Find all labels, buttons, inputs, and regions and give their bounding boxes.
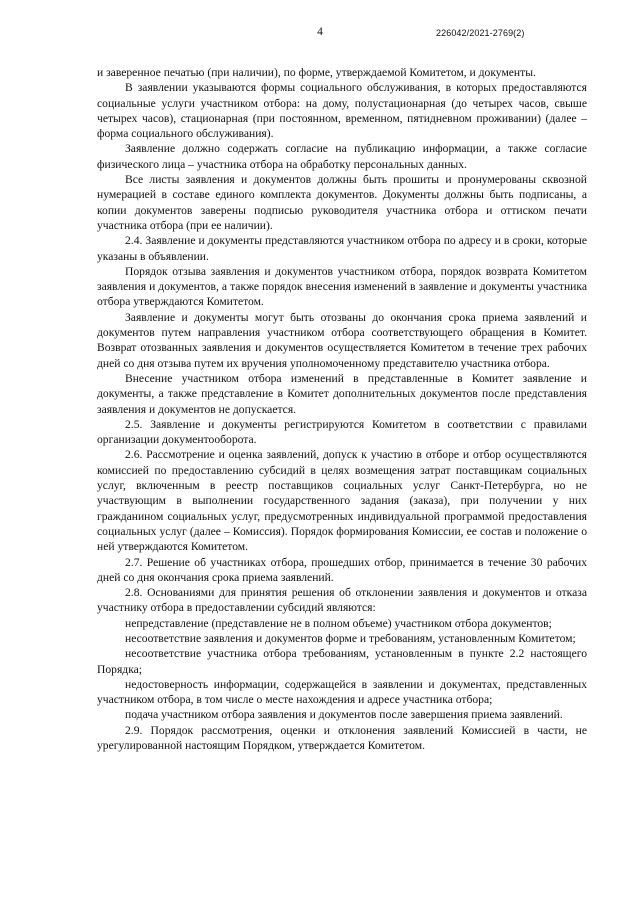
list-item: подача участником отбора заявления и документов после завершения приема заявлений. [125,708,563,722]
list-item: недостоверность информации, содержащейся в заявлении и документах, представленных участником отбора, в том числе о месте нахождения и адресе участника отбора; [97,677,587,707]
paragraph: Все листы заявления и документов должны быть прошиты и пронумерованы сквозной нумерацией в составе единого комплекта документов. Документы должны быть подписаны, а копии документов заверены подписью руководителя участника отбора и оттиском печати участника отбора (при ее наличии). [97,173,587,232]
paragraph: В заявлении указываются формы социального обслуживания, в которых предоставляются социальные услуги участником отбора: на дому, полустационарная (до четырех часов, свыше четырех часов), стационарная (при постоянном, временном, пятидневном проживании) (далее – форма социального обслуживания). [97,81,587,141]
paragraph: Заявление и документы могут быть отозваны до окончания срока приема заявлений и документов путем направления участником отбора соответствующего обращения в Комитет. Возврат отозванных заявления и документов осуществляется Комитетом в течение трех рабочих дней со дня отзыва путем их вручения уполномоченному представителю участника отбора. [97,310,587,370]
list-item: непредставление (представление не в полном объеме) участником отбора документов; [125,616,552,630]
list-item: несоответствие заявления и документов форме и требованиям, установленным Комитетом; [125,631,576,645]
paragraph: Внесение участником отбора изменений в представленные в Комитет заявление и документы, а также представление в Комитет дополнительных документов после представления заявления и документов не допускается. [97,371,587,416]
paragraph-2-6: 2.6. Рассмотрение и оценка заявлений, допуск к участию в отборе и отбор осуществляются комиссией по предоставлению субсидий в целях возмещения затрат поставщикам социальных услуг, включенным в реестр поставщиков социальных услуг Санкт-Петербурга, но не участвующим в выполнении государственного задания (заказа), при получении у них гражданином социальных услуг, предусмотренных индивидуальной программой предоставления социальных услуг (далее – Комиссия). Порядок формирования Комиссии, ее состав и положение о ней утверждаются Комитетом. [97,448,587,554]
paragraph-continuation: и заверенное печатью (при наличии), по форме, утверждаемой Комитетом, и документы. [97,66,536,79]
paragraph-2-7: 2.7. Решение об участниках отбора, прошедших отбор, принимается в течение 30 рабочих дней со дня окончания срока приема заявлений. [97,555,587,584]
document-id: 226042/2021-2769(2) [436,28,525,38]
paragraph-2-4: 2.4. Заявление и документы представляются участником отбора по адресу и в сроки, которые указаны в объявлении. [97,234,587,263]
paragraph: Заявление должно содержать согласие на публикацию информации, а также согласие физического лица – участника отбора на обработку персональных данных. [97,142,587,171]
page-number: 4 [317,26,323,38]
paragraph-2-9: 2.9. Порядок рассмотрения, оценки и отклонения заявлений Комиссией в части, не урегулированной настоящим Порядком, утверждается Комитетом. [97,723,587,753]
paragraph-2-5: 2.5. Заявление и документы регистрируются Комитетом в соответствии с правилами организации документооборота. [97,417,587,447]
paragraph: Порядок отзыва заявления и документов участником отбора, порядок возврата Комитетом заявления и документов, а также порядок внесения изменений в заявление и документы участника отбора утверждаются Комитетом. [97,264,587,309]
paragraph-2-8: 2.8. Основаниями для принятия решения об отклонении заявления и документов и отказа участнику отбора в предоставлении субсидий являются: [97,586,587,615]
body-text [97,65,587,753]
list-item: несоответствие участника отбора требованиям, установленным в пункте 2.2 настоящего Порядка; [97,647,587,676]
